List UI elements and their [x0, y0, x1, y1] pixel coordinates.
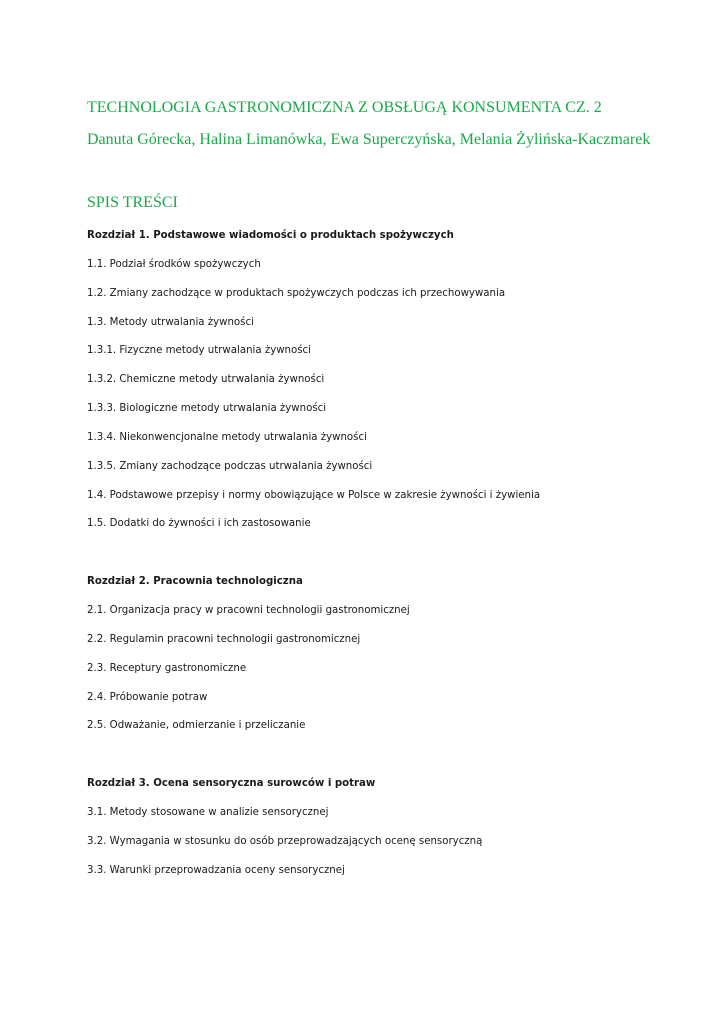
document-authors: Danuta Górecka, Halina Limanówka, Ewa Superczyńska, Melania Żylińska-Kaczmarek — [87, 131, 651, 148]
toc-chapter-1: Rozdział 1. Podstawowe wiadomości o produktach spożywczych — [87, 230, 454, 241]
toc-item: 1.3.3. Biologiczne metody utrwalania żywności — [87, 403, 327, 415]
toc-item: 2.3. Receptury gastronomiczne — [87, 662, 247, 674]
toc-chapter-3: Rozdział 3. Ocena sensoryczna surowców i potraw — [87, 778, 376, 790]
toc-item: 3.3. Warunki przeprowadzania oceny sensorycznej — [87, 864, 345, 876]
toc-item: 2.1. Organizacja pracy w pracowni technologii gastronomicznej — [87, 604, 410, 616]
toc-item: 3.1. Metody stosowane w analizie sensorycznej — [87, 806, 329, 818]
document-title: TECHNOLOGIA GASTRONOMICZNA Z OBSŁUGĄ KONSUMENTA CZ. 2 — [87, 99, 602, 116]
toc-item: 1.3. Metody utrwalania żywności — [87, 316, 254, 328]
toc-item: 1.3.5. Zmiany zachodzące podczas utrwalania żywności — [87, 460, 373, 472]
toc-item: 3.2. Wymagania w stosunku do osób przeprowadzających ocenę sensoryczną — [87, 835, 483, 847]
toc-item: 1.3.1. Fizyczne metody utrwalania żywności — [87, 345, 311, 357]
toc-item: 1.5. Dodatki do żywności i ich zastosowanie — [87, 518, 311, 530]
toc-spacer — [87, 546, 707, 575]
toc-item: 2.4. Próbowanie potraw — [87, 691, 208, 703]
toc-item: 1.1. Podział środków spożywczych — [87, 258, 261, 270]
toc-item: 2.2. Regulamin pracowni technologii gastronomicznej — [87, 633, 361, 645]
toc-item: 1.3.2. Chemiczne metody utrwalania żywności — [87, 374, 325, 386]
toc-heading: SPIS TREŚCI — [87, 194, 178, 211]
toc-item: 1.3.4. Niekonwencjonalne metody utrwalania żywności — [87, 431, 367, 443]
toc-item: 2.5. Odważanie, odmierzanie i przeliczanie — [87, 720, 306, 732]
toc-spacer — [87, 748, 707, 777]
toc-item: 1.4. Podstawowe przepisy i normy obowiązujące w Polsce w zakresie żywności i żywienia — [87, 489, 541, 501]
toc-item: 1.2. Zmiany zachodzące w produktach spożywczych podczas ich przechowywania — [87, 287, 506, 299]
toc-chapter-2: Rozdział 2. Pracownia technologiczna — [87, 576, 303, 588]
table-of-contents — [87, 229, 707, 892]
